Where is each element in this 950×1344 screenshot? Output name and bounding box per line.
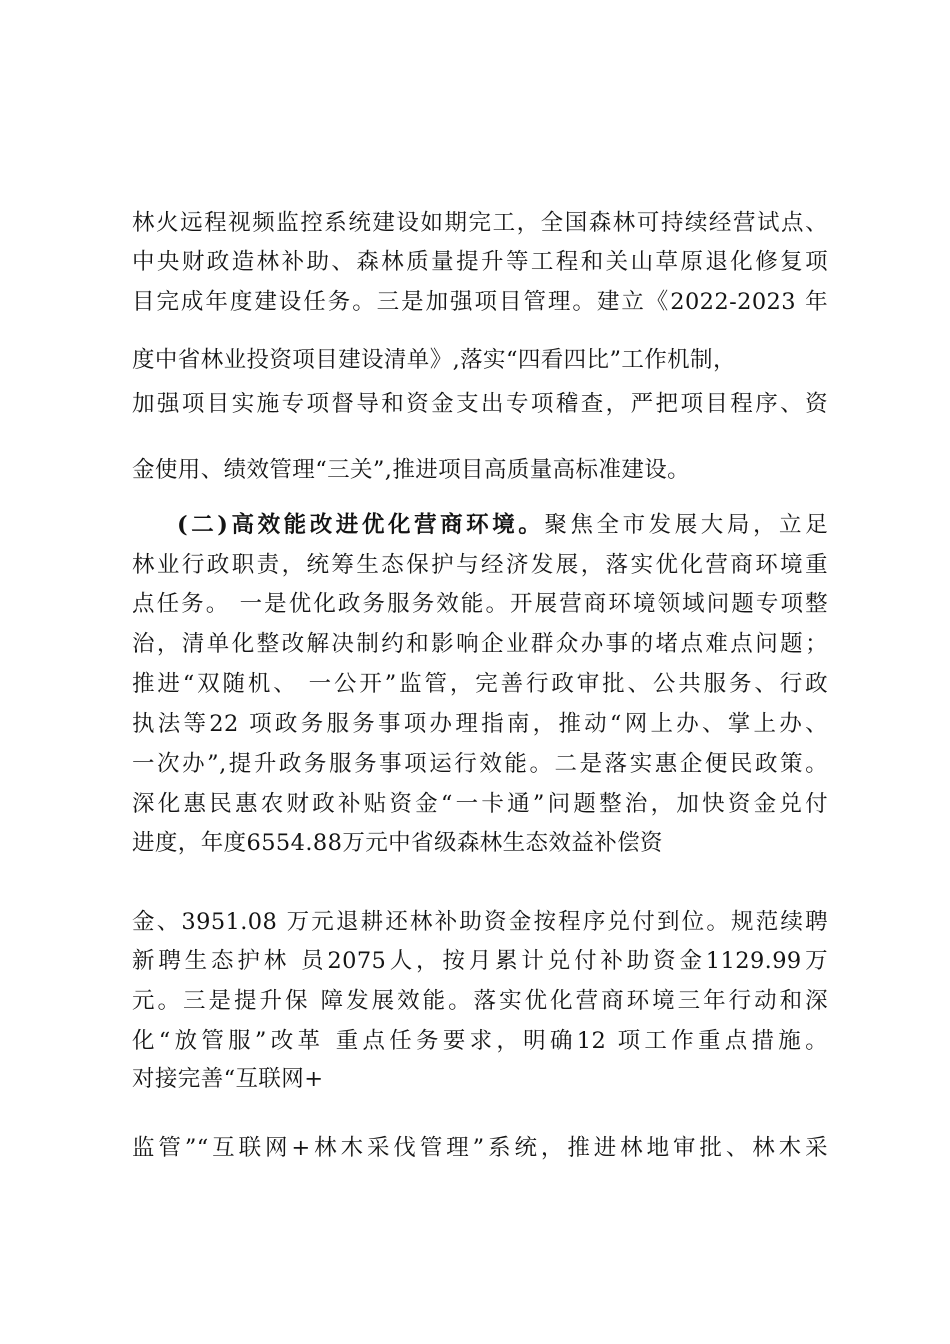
- body-text-line: 金、3951.08 万元退耕还林补助资金按程序兑付到位。规范续聘: [132, 909, 828, 935]
- body-text-line: 一次办”,提升政务服务事项运行效能。二是落实惠企便民政策。: [132, 751, 828, 777]
- section-heading: (二)高效能改进优化营商环境。: [177, 512, 545, 538]
- body-text-line: 加强项目实施专项督导和资金支出专项稽查，严把项目程序、资: [132, 391, 828, 417]
- body-text-run: 聚焦全市发展大局，立足: [544, 512, 828, 538]
- body-text-line: 推进“双随机、 一公开”监管，完善行政审批、公共服务、行政: [132, 671, 828, 697]
- body-text-line: 元。三是提升保 障发展效能。落实优化营商环境三年行动和深: [132, 988, 828, 1014]
- body-text-line: 金使用、绩效管理“三关”,推进项目高质量高标准建设。: [132, 457, 691, 483]
- body-text-line: 林业行政职责，统筹生态保护与经济发展，落实优化营商环境重: [132, 552, 828, 578]
- body-text-line: 监管”“互联网+林木采伐管理”系统，推进林地审批、林木采: [132, 1135, 828, 1161]
- body-text-line: 执法等22 项政务服务事项办理指南，推动“网上办、掌上办、: [132, 711, 828, 737]
- body-text-line: 新聘生态护林 员2075人，按月累计兑付补助资金1129.99万: [132, 948, 828, 974]
- body-text-line: 进度，年度6554.88万元中省级森林生态效益补偿资: [132, 830, 663, 856]
- body-text-line: 治，清单化整改解决制约和影响企业群众办事的堵点难点问题；: [132, 631, 828, 657]
- body-text-line: 林火远程视频监控系统建设如期完工，全国森林可持续经营试点、: [132, 210, 828, 236]
- body-text-line: 目完成年度建设任务。三是加强项目管理。建立《2022-2023 年: [132, 289, 828, 315]
- body-text-line: 深化惠民惠农财政补贴资金“一卡通”问题整治，加快资金兑付: [132, 791, 828, 817]
- body-text-line: 化“放管服”改革 重点任务要求，明确12 项工作重点措施。: [132, 1028, 828, 1054]
- body-text-line: 中央财政造林补助、森林质量提升等工程和关山草原退化修复项: [132, 249, 828, 275]
- section-paragraph-start: [177, 510, 828, 540]
- body-text-line: 点任务。 一是优化政务服务效能。开展营商环境领域问题专项整: [132, 591, 828, 617]
- body-text-line: 度中省林业投资项目建设清单》,落实“四看四比”工作机制，: [132, 347, 736, 373]
- body-text-line: 对接完善“互联网+: [132, 1066, 324, 1092]
